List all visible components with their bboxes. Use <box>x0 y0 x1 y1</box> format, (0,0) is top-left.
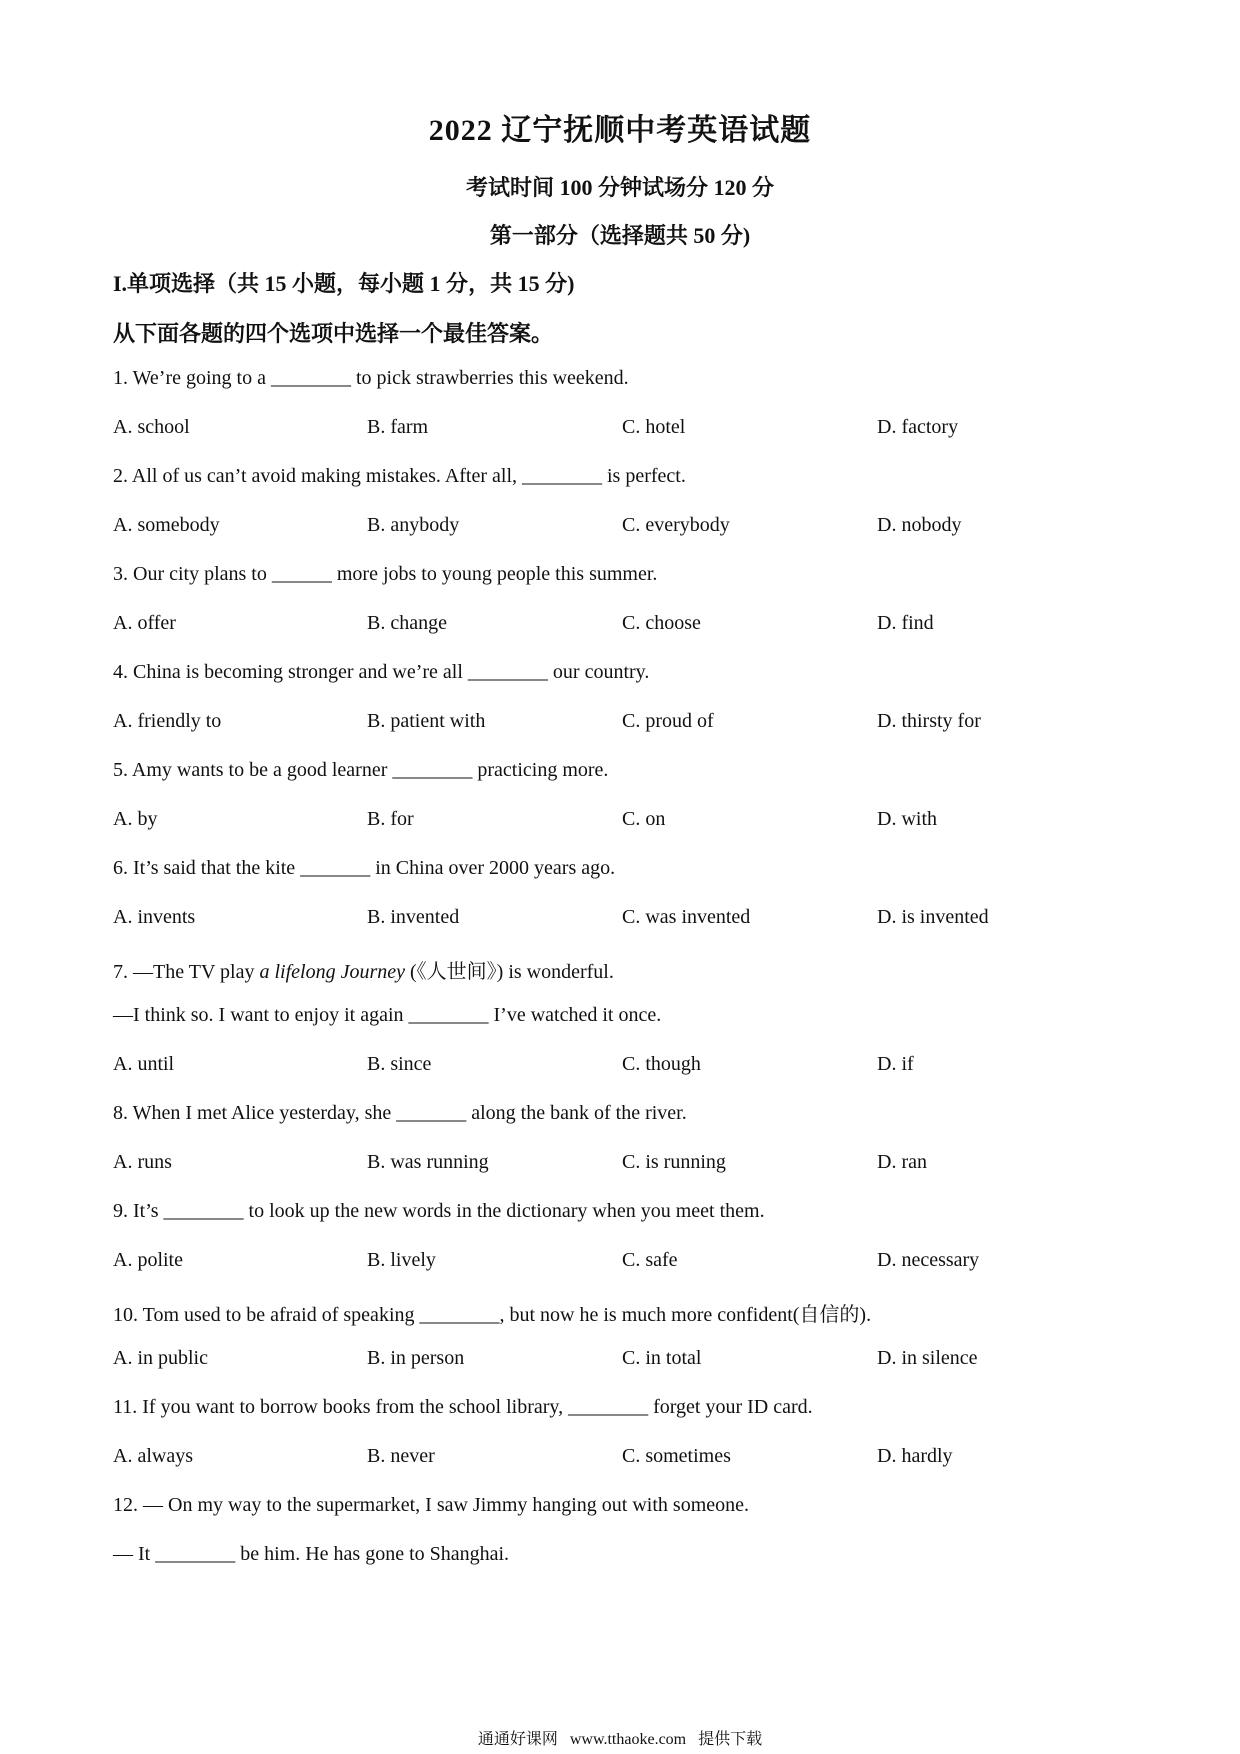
question-8-stem: 8. When I met Alice yesterday, she _______ along the bank of the river. <box>113 1102 687 1124</box>
option-c: C. in total <box>622 1347 702 1369</box>
question-4-stem: 4. China is becoming stronger and we’re all ________ our country. <box>113 661 650 683</box>
question-7-title-italic: a lifelong Journey <box>259 961 405 983</box>
question-5-stem: 5. Amy wants to be a good learner ________ practicing more. <box>113 759 609 781</box>
page-footer <box>0 1726 1240 1749</box>
option-b: B. change <box>367 612 447 634</box>
option-a: A. invents <box>113 906 196 928</box>
question-4-options <box>113 710 1133 738</box>
question-3-stem: 3. Our city plans to ______ more jobs to young people this summer. <box>113 563 658 585</box>
option-c: C. hotel <box>622 416 686 438</box>
section-instruction: 从下面各题的四个选项中选择一个最佳答案。 <box>113 321 554 346</box>
option-a: A. offer <box>113 612 176 634</box>
question-5-options <box>113 808 1133 836</box>
question-8-options <box>113 1151 1133 1179</box>
footer-site-name: 通通好课网 <box>477 1731 558 1748</box>
option-b: B. invented <box>367 906 460 928</box>
option-c: C. is running <box>622 1151 726 1173</box>
option-c: C. sometimes <box>622 1445 731 1467</box>
option-d: D. necessary <box>877 1249 980 1271</box>
option-b: B. in person <box>367 1347 465 1369</box>
page-title: 2022 辽宁抚顺中考英语试题 <box>428 114 812 147</box>
question-7-text-pre: 7. —The TV play <box>113 961 260 983</box>
option-a: A. friendly to <box>113 710 222 732</box>
option-c: C. everybody <box>622 514 730 536</box>
option-b: B. patient with <box>367 710 486 732</box>
option-b: B. farm <box>367 416 429 438</box>
option-a: A. school <box>113 416 190 438</box>
option-d: D. thirsty for <box>877 710 981 732</box>
option-c: C. safe <box>622 1249 678 1271</box>
option-c: C. proud of <box>622 710 714 732</box>
option-b: B. never <box>367 1445 435 1467</box>
question-1-stem: 1. We’re going to a ________ to pick strawberries this weekend. <box>113 367 629 389</box>
option-d: D. ran <box>877 1151 927 1173</box>
question-1-options <box>113 416 1133 444</box>
question-11-stem: 11. If you want to borrow books from the school library, ________ forget your ID card. <box>113 1396 813 1418</box>
question-12-reply: — It ________ be him. He has gone to Shanghai. <box>113 1543 510 1565</box>
option-c: C. choose <box>622 612 701 634</box>
question-10-options <box>113 1347 1133 1375</box>
option-a: A. until <box>113 1053 175 1075</box>
option-a: A. polite <box>113 1249 183 1271</box>
option-a: A. in public <box>113 1347 208 1369</box>
exam-info: 考试时间 100 分钟试场分 120 分 <box>465 175 774 200</box>
option-a: A. somebody <box>113 514 220 536</box>
option-b: B. since <box>367 1053 432 1075</box>
option-a: A. by <box>113 808 158 830</box>
question-7-reply: —I think so. I want to enjoy it again ________ I’ve watched it once. <box>113 1004 662 1026</box>
option-d: D. hardly <box>877 1445 953 1467</box>
option-d: D. factory <box>877 416 959 438</box>
option-d: D. in silence <box>877 1347 978 1369</box>
option-b: B. anybody <box>367 514 460 536</box>
section-heading: I.单项选择（共 15 小题，每小题 1 分，共 15 分) <box>113 271 575 296</box>
question-3-options <box>113 612 1133 640</box>
option-a: A. runs <box>113 1151 172 1173</box>
option-d: D. find <box>877 612 934 634</box>
question-2-options <box>113 514 1133 542</box>
option-d: D. is invented <box>877 906 989 928</box>
question-7-stem <box>113 955 614 984</box>
option-b: B. was running <box>367 1151 489 1173</box>
option-c: C. though <box>622 1053 701 1075</box>
question-7-options <box>113 1053 1133 1081</box>
question-7-text-post: (《人世间》) is wonderful. <box>405 961 614 983</box>
option-a: A. always <box>113 1445 193 1467</box>
question-12-stem: 12. — On my way to the supermarket, I saw Jimmy hanging out with someone. <box>113 1494 750 1516</box>
question-11-options <box>113 1445 1133 1473</box>
question-6-stem: 6. It’s said that the kite _______ in China over 2000 years ago. <box>113 857 616 879</box>
part-heading: 第一部分（选择题共 50 分) <box>489 223 751 248</box>
question-6-options <box>113 906 1133 934</box>
option-b: B. for <box>367 808 414 830</box>
question-2-stem: 2. All of us can’t avoid making mistakes. After all, ________ is perfect. <box>113 465 686 487</box>
option-d: D. if <box>877 1053 914 1075</box>
option-d: D. nobody <box>877 514 962 536</box>
option-b: B. lively <box>367 1249 436 1271</box>
footer-suffix: 提供下载 <box>698 1731 763 1748</box>
option-c: C. was invented <box>622 906 751 928</box>
footer-url[interactable]: www.tthaoke.com <box>569 1731 687 1748</box>
question-10-stem: 10. Tom used to be afraid of speaking ________, but now he is much more confident(自信的). <box>113 1304 872 1326</box>
question-9-options <box>113 1249 1133 1277</box>
question-9-stem: 9. It’s ________ to look up the new words in the dictionary when you meet them. <box>113 1200 765 1222</box>
option-c: C. on <box>622 808 666 830</box>
option-d: D. with <box>877 808 937 830</box>
